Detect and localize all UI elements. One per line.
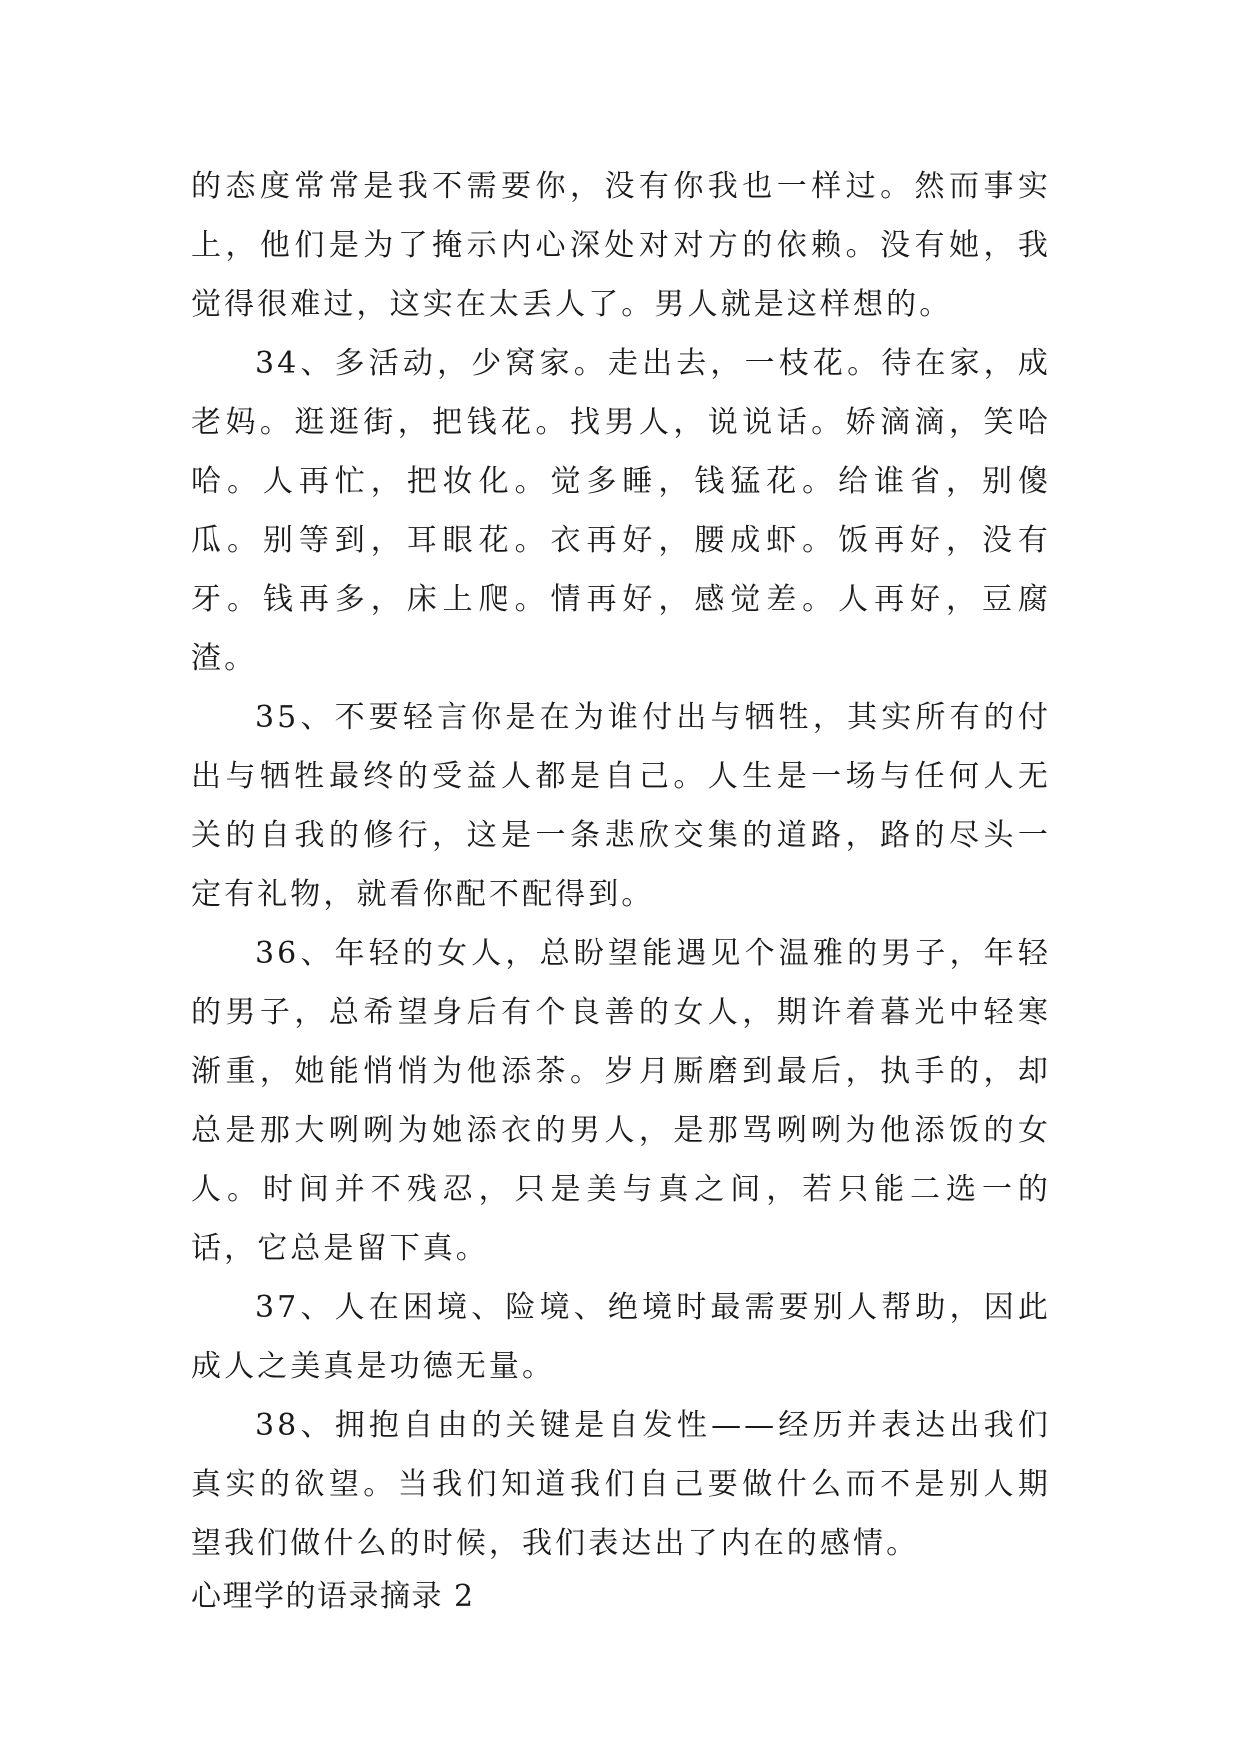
paragraph-34: 34、多活动，少窝家。走出去，一枝花。待在家，成老妈。逛逛街，把钱花。找男人，说说话。娇滴滴，笑哈哈。人再忙，把妆化。觉多睡，钱猛花。给谁省，别傻瓜。别等到，耳眼花。衣再好，腰成虾。饭再好，没有牙。钱再多，床上爬。情再好，感觉差。人再好，豆腐渣。	[191, 346, 1051, 676]
paragraph-35: 35、不要轻言你是在为谁付出与牺牲，其实所有的付出与牺牲最终的受益人都是自己。人生是一场与任何人无关的自我的修行，这是一条悲欣交集的道路，路的尽头一定有礼物，就看你配不配得到。	[191, 700, 1051, 912]
document-page	[191, 157, 1051, 1619]
paragraph-36: 36、年轻的女人，总盼望能遇见个温雅的男子，年轻的男子，总希望身后有个良善的女人，期许着暮光中轻寒渐重，她能悄悄为他添茶。岁月厮磨到最后，执手的，却总是那大咧咧为她添衣的男人，是那骂咧咧为他添饭的女人。时间并不残忍，只是美与真之间，若只能二选一的话，它总是留下真。	[191, 936, 1051, 1266]
section-title: 心理学的语录摘录 2	[191, 1579, 475, 1614]
paragraph-continuation: 的态度常常是我不需要你，没有你我也一样过。然而事实上，他们是为了掩示内心深处对对方的依赖。没有她，我觉得很难过，这实在太丢人了。男人就是这样想的。	[191, 169, 1051, 322]
paragraph-37: 37、人在困境、险境、绝境时最需要别人帮助，因此成人之美真是功德无量。	[191, 1290, 1051, 1384]
paragraph-38: 38、拥抱自由的关键是自发性——经历并表达出我们真实的欲望。当我们知道我们自己要做什么而不是别人期望我们做什么的时候，我们表达出了内在的感情。	[191, 1408, 1051, 1561]
